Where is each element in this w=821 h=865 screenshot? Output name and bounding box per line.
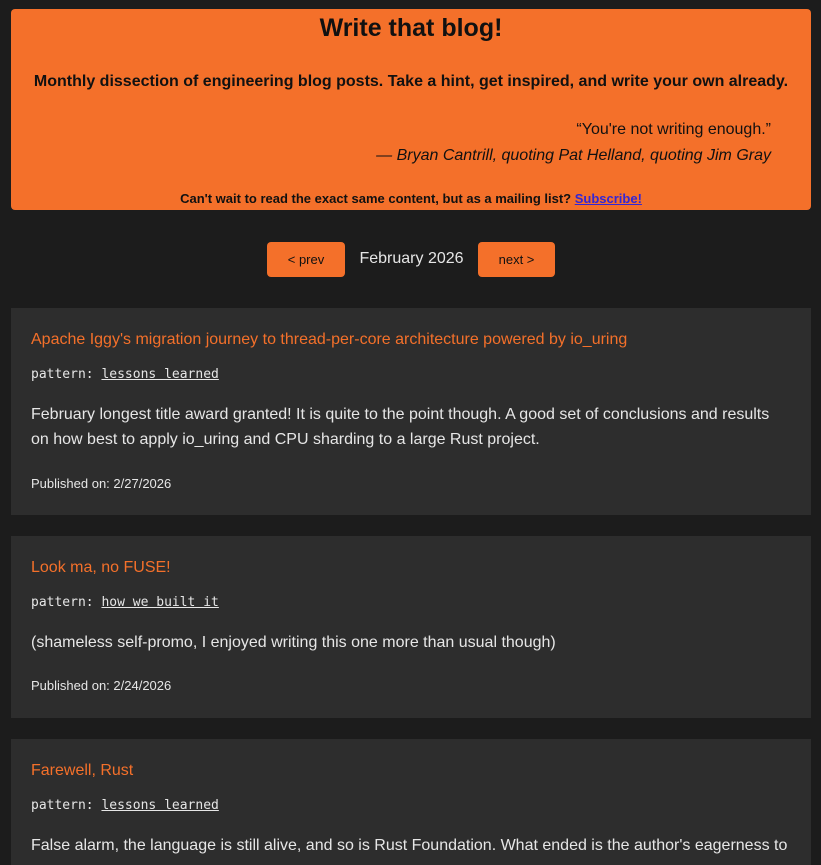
- post-description: February longest title award granted! It is quite to the point though. A good set of conclusions and results on how best to apply io_uring and CPU sharding to a large Rust project.: [31, 406, 770, 448]
- current-month: February 2026: [359, 250, 464, 267]
- post-title-link[interactable]: Apache Iggy's migration journey to thread-per-core architecture powered by io_uring: [31, 331, 628, 348]
- post-description: (shameless self-promo, I enjoyed writing this one more than usual though): [31, 634, 556, 651]
- post-published: [31, 678, 171, 694]
- published-label: Published on:: [31, 476, 114, 491]
- post-card: [11, 739, 811, 865]
- mailing-list-text: Can't wait to read the exact same content, but as a mailing list?: [180, 191, 575, 206]
- post-card: [11, 308, 811, 515]
- pattern-tag-link[interactable]: how we built it: [101, 595, 219, 610]
- quote-attribution: — Bryan Cantrill, quoting Pat Helland, quoting Jim Gray: [376, 147, 771, 164]
- pattern-label: pattern:: [31, 367, 102, 382]
- published-date: 2/27/2026: [113, 476, 172, 491]
- month-navigation: [0, 242, 821, 277]
- post-card: [11, 536, 811, 718]
- prev-month-button[interactable]: < prev: [267, 242, 345, 277]
- post-pattern: [31, 366, 219, 384]
- site-header: [11, 9, 811, 210]
- header-quote: [376, 117, 771, 169]
- site-tagline: Monthly dissection of engineering blog posts. Take a hint, get inspired, and write your own already.: [33, 73, 789, 90]
- published-date: 2/24/2026: [113, 678, 172, 693]
- post-pattern: [31, 594, 219, 612]
- quote-text: “You're not writing enough.”: [576, 121, 771, 138]
- pattern-tag-link[interactable]: lessons learned: [101, 798, 219, 813]
- post-title-link[interactable]: Look ma, no FUSE!: [31, 559, 171, 576]
- subscribe-link[interactable]: Subscribe!: [574, 191, 642, 206]
- pattern-label: pattern:: [31, 595, 102, 610]
- post-published: [31, 476, 171, 492]
- post-title-link[interactable]: Farewell, Rust: [31, 762, 134, 779]
- next-month-button[interactable]: next >: [478, 242, 555, 277]
- pattern-label: pattern:: [31, 798, 102, 813]
- post-description: False alarm, the language is still alive, and so is Rust Foundation. What ended is the author's eagerness to: [31, 837, 788, 854]
- post-pattern: [31, 797, 219, 815]
- mailing-list-notice: [11, 191, 811, 207]
- pattern-tag-link[interactable]: lessons learned: [101, 367, 219, 382]
- published-label: Published on:: [31, 678, 114, 693]
- site-title: Write that blog!: [319, 14, 503, 42]
